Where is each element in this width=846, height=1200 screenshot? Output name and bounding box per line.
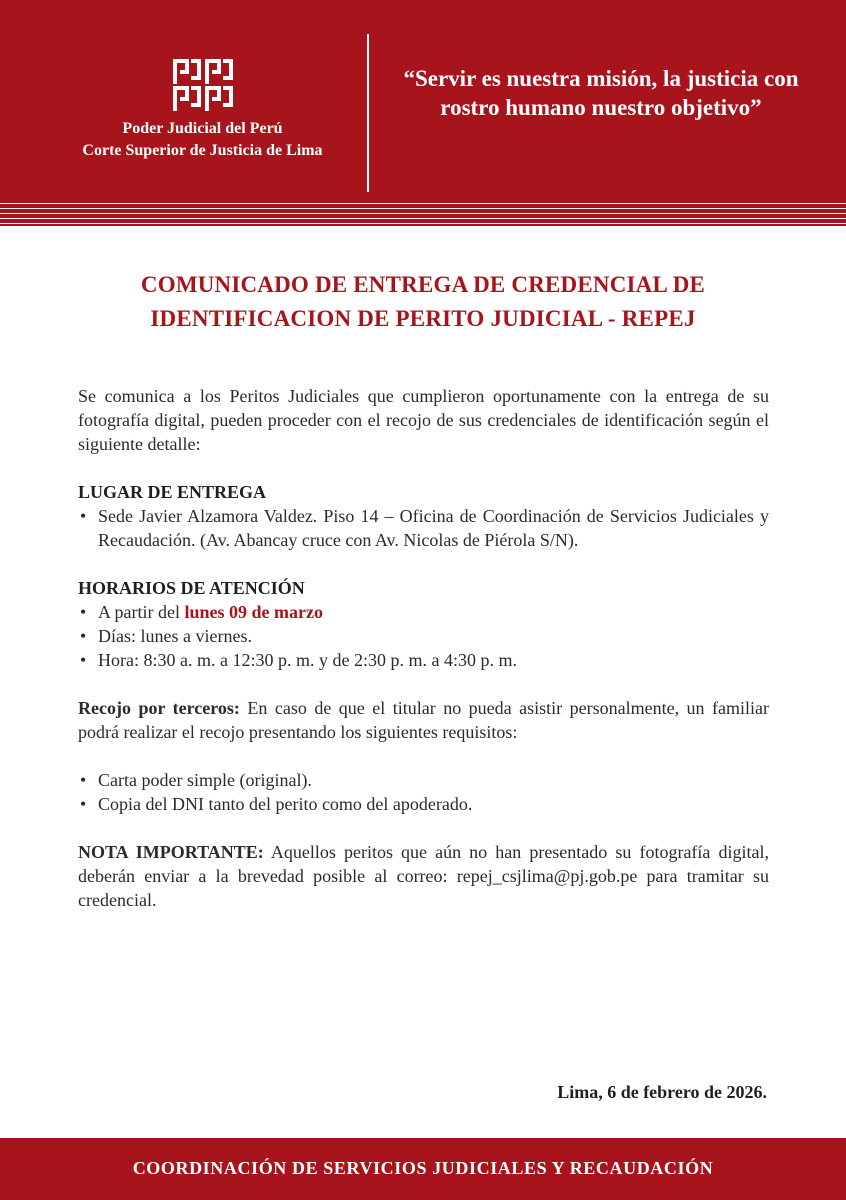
terceros-paragraph [78, 696, 769, 744]
terceros-text: En caso de que el titular no pueda asistir personalmente, un familiar podrá realizar el recojo presentando los siguientes requisitos: [78, 698, 770, 742]
document-date: Lima, 6 de febrero de 2026. [557, 1082, 767, 1102]
horarios-item-start [78, 600, 769, 624]
intro-paragraph: Se comunica a los Peritos Judiciales que cumplieron oportunamente con la entrega de su fotografía digital, pueden proceder con el recojo de sus credenciales de identificación según el siguiente detalle: [78, 386, 769, 454]
requisito-item: • Copia del DNI tanto del perito como del apoderado. [78, 792, 769, 816]
horarios-heading: HORARIOS DE ATENCIÓN [78, 578, 305, 598]
nota-paragraph [78, 840, 769, 912]
header-stripes [0, 203, 846, 226]
org-name: Poder Judicial del Perú [122, 120, 283, 137]
terceros-label: Recojo por terceros: [78, 698, 240, 718]
lugar-heading: LUGAR DE ENTREGA [78, 482, 267, 502]
motto: “Servir es nuestra misión, la justicia con rostro humano nuestro objetivo” [403, 66, 799, 120]
pj-logo-icon [172, 58, 234, 114]
start-prefix: A partir del [98, 602, 185, 622]
document-body [78, 384, 769, 912]
horarios-item-hours: • Hora: 8:30 a. m. a 12:30 p. m. y de 2:30 p. m. a 4:30 p. m. [78, 648, 769, 672]
header-divider [367, 34, 369, 192]
horarios-item-days: • Días: lunes a viernes. [78, 624, 769, 648]
start-date: lunes 09 de marzo [184, 602, 323, 622]
footer-text: COORDINACIÓN DE SERVICIOS JUDICIALES Y RECAUDACIÓN [132, 1158, 714, 1178]
nota-label: NOTA IMPORTANTE: [78, 842, 264, 862]
lugar-item: • Sede Javier Alzamora Valdez. Piso 14 – Oficina de Coordinación de Servicios Judiciales y Recaudación. (Av. Abancay cruce con Av. Nicolas de Piérola S/N). [78, 504, 769, 552]
requisito-item: • Carta poder simple (original). [78, 768, 769, 792]
nota-text: Aquellos peritos que aún no han presentado su fotografía digital, deberán enviar a la brevedad posible al correo: repej_csjlima@pj.gob.pe para tramitar su credencial. [78, 842, 769, 910]
page-title: COMUNICADO DE ENTREGA DE CREDENCIAL DE IDENTIFICACION DE PERITO JUDICIAL - REPEJ [140, 272, 706, 331]
court-name: Corte Superior de Justicia de Lima [82, 142, 323, 159]
